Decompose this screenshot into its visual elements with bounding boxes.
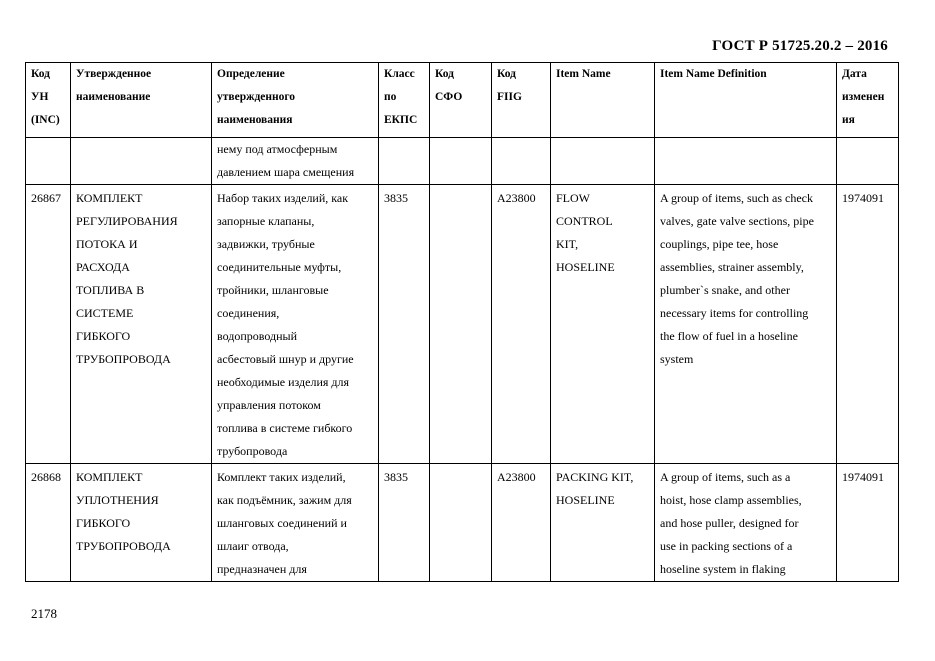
table-cell-item-name [551, 185, 655, 464]
cell-text-line: Комплект таких изделий, [217, 470, 346, 484]
cell-text-line: шлаиг отвода, [217, 539, 289, 553]
cell-text-line: ТРУБОПРОВОДА [76, 352, 171, 366]
cell-text-line: асбестовый шнур и другие [217, 352, 354, 366]
cell-text-line: Утвержденное [76, 68, 152, 80]
header-class [379, 63, 430, 138]
table-cell-inc: 26868 [26, 464, 71, 582]
header-item-name [551, 63, 655, 138]
table-cell-date: 1974091 [837, 185, 899, 464]
table-row [26, 464, 899, 582]
table-cell-sfo [430, 185, 492, 464]
cell-text-line: водопроводный [217, 329, 298, 343]
cell-text-line: couplings, pipe tee, hose [660, 237, 779, 251]
table-cell-name [71, 185, 212, 464]
cell-text-line: шланговых соединений и [217, 516, 347, 530]
cell-text-line: как подъёмник, зажим для [217, 493, 352, 507]
cell-text-line: ТРУБОПРОВОДА [76, 539, 171, 553]
cell-text-line: HOSELINE [556, 260, 615, 274]
cell-text-line: KIT, [556, 237, 579, 251]
table-cell-sfo [430, 464, 492, 582]
cell-text-line: РЕГУЛИРОВАНИЯ [76, 214, 178, 228]
table-cell [492, 138, 551, 185]
cell-text-line: ГИБКОГО [76, 329, 131, 343]
header-row [26, 63, 899, 138]
classification-table [25, 62, 899, 582]
cell-text-line: изменен [842, 91, 885, 103]
cell-text-line: соединения, [217, 306, 280, 320]
table-cell [379, 138, 430, 185]
cell-text-line: УН [31, 91, 49, 103]
document-code: ГОСТ Р 51725.20.2 – 2016 [712, 38, 888, 54]
header-definition [212, 63, 379, 138]
cell-text-line: ия [842, 114, 855, 126]
cell-text-line: задвижки, трубные [217, 237, 315, 251]
cell-text-line: Определение [217, 68, 285, 80]
table-cell-item-name [551, 464, 655, 582]
cell-text-line: Код [31, 68, 51, 80]
cell-text-line: трубопровода [217, 444, 288, 458]
table-cell-inc: 26867 [26, 185, 71, 464]
cell-text-line: CONTROL [556, 214, 613, 228]
cell-text-line: plumber`s snake, and other [660, 283, 790, 297]
header-date [837, 63, 899, 138]
table-cell-fiig: A23800 [492, 185, 551, 464]
cell-text-line: (INC) [31, 114, 60, 126]
table-cell-name [71, 464, 212, 582]
table-cell-class: 3835 [379, 464, 430, 582]
cell-text-line: утвержденного [217, 91, 296, 103]
table-cell [71, 138, 212, 185]
cell-text-line: СФО [435, 91, 463, 103]
cell-text-line: necessary items for controlling [660, 306, 809, 320]
cell-text-line: СИСТЕМЕ [76, 306, 134, 320]
table-cell [26, 138, 71, 185]
cell-text-line: Набор таких изделий, как [217, 191, 349, 205]
table-cell-class: 3835 [379, 185, 430, 464]
cell-text-line: Item Name [556, 68, 611, 80]
cell-text-line: РАСХОДА [76, 260, 130, 274]
cell-text-line: PACKING KIT, [556, 470, 634, 484]
table-cell-date: 1974091 [837, 464, 899, 582]
cell-text-line: FIIG [497, 91, 522, 103]
cell-text-line: use in packing sections of a [660, 539, 793, 553]
cell-text-line: топлива в системе гибкого [217, 421, 353, 435]
page-number: 2178 [31, 606, 57, 621]
cell-text-line: HOSELINE [556, 493, 615, 507]
cell-text-line: FLOW [556, 191, 590, 205]
cell-text-line: запорные клапаны, [217, 214, 315, 228]
cell-text-line: ПОТОКА И [76, 237, 138, 251]
table-cell [837, 138, 899, 185]
table-cell [551, 138, 655, 185]
cell-text-line: КОМПЛЕКТ [76, 470, 143, 484]
table-cell-item-definition [655, 464, 837, 582]
table-cell-definition [212, 138, 379, 185]
cell-text-line: hoseline system in flaking [660, 562, 786, 576]
table-row [26, 185, 899, 464]
continuation-row [26, 138, 899, 185]
cell-text-line: A group of items, such as check [660, 191, 813, 205]
cell-text-line: предназначен для [217, 562, 307, 576]
table-cell-definition [212, 185, 379, 464]
cell-text-line: Класс [384, 68, 415, 80]
table-cell-item-definition [655, 185, 837, 464]
cell-text-line: управления потоком [217, 398, 321, 412]
cell-text-line: Код [435, 68, 455, 80]
cell-text-line: and hose puller, designed for [660, 516, 799, 530]
cell-text-line: system [660, 352, 694, 366]
cell-text-line: наименование [76, 91, 151, 103]
cell-text-line: нему под атмосферным [217, 142, 338, 156]
cell-text-line: assemblies, strainer assembly, [660, 260, 804, 274]
table-cell [655, 138, 837, 185]
table-cell-definition [212, 464, 379, 582]
header-fiig [492, 63, 551, 138]
cell-text-line: тройники, шланговые [217, 283, 329, 297]
cell-text-line: КОМПЛЕКТ [76, 191, 143, 205]
cell-text-line: по [384, 91, 397, 103]
cell-text-line: hoist, hose clamp assemblies, [660, 493, 802, 507]
cell-text-line: Код [497, 68, 517, 80]
cell-text-line: давлением шара смещения [217, 165, 355, 179]
cell-text-line: valves, gate valve sections, pipe [660, 214, 814, 228]
header-approved-name [71, 63, 212, 138]
cell-text-line: ГИБКОГО [76, 516, 131, 530]
table-cell-fiig: A23800 [492, 464, 551, 582]
cell-text-line: A group of items, such as a [660, 470, 791, 484]
cell-text-line: Item Name Definition [660, 68, 767, 80]
cell-text-line: соединительные муфты, [217, 260, 342, 274]
cell-text-line: УПЛОТНЕНИЯ [76, 493, 159, 507]
table-cell [430, 138, 492, 185]
cell-text-line: наименования [217, 114, 293, 126]
cell-text-line: the flow of fuel in a hoseline [660, 329, 798, 343]
cell-text-line: ЕКПС [384, 114, 418, 126]
header-item-definition [655, 63, 837, 138]
header-inc [26, 63, 71, 138]
cell-text-line: ТОПЛИВА В [76, 283, 145, 297]
cell-text-line: необходимые изделия для [217, 375, 350, 389]
cell-text-line: Дата [842, 68, 867, 80]
header-sfo [430, 63, 492, 138]
